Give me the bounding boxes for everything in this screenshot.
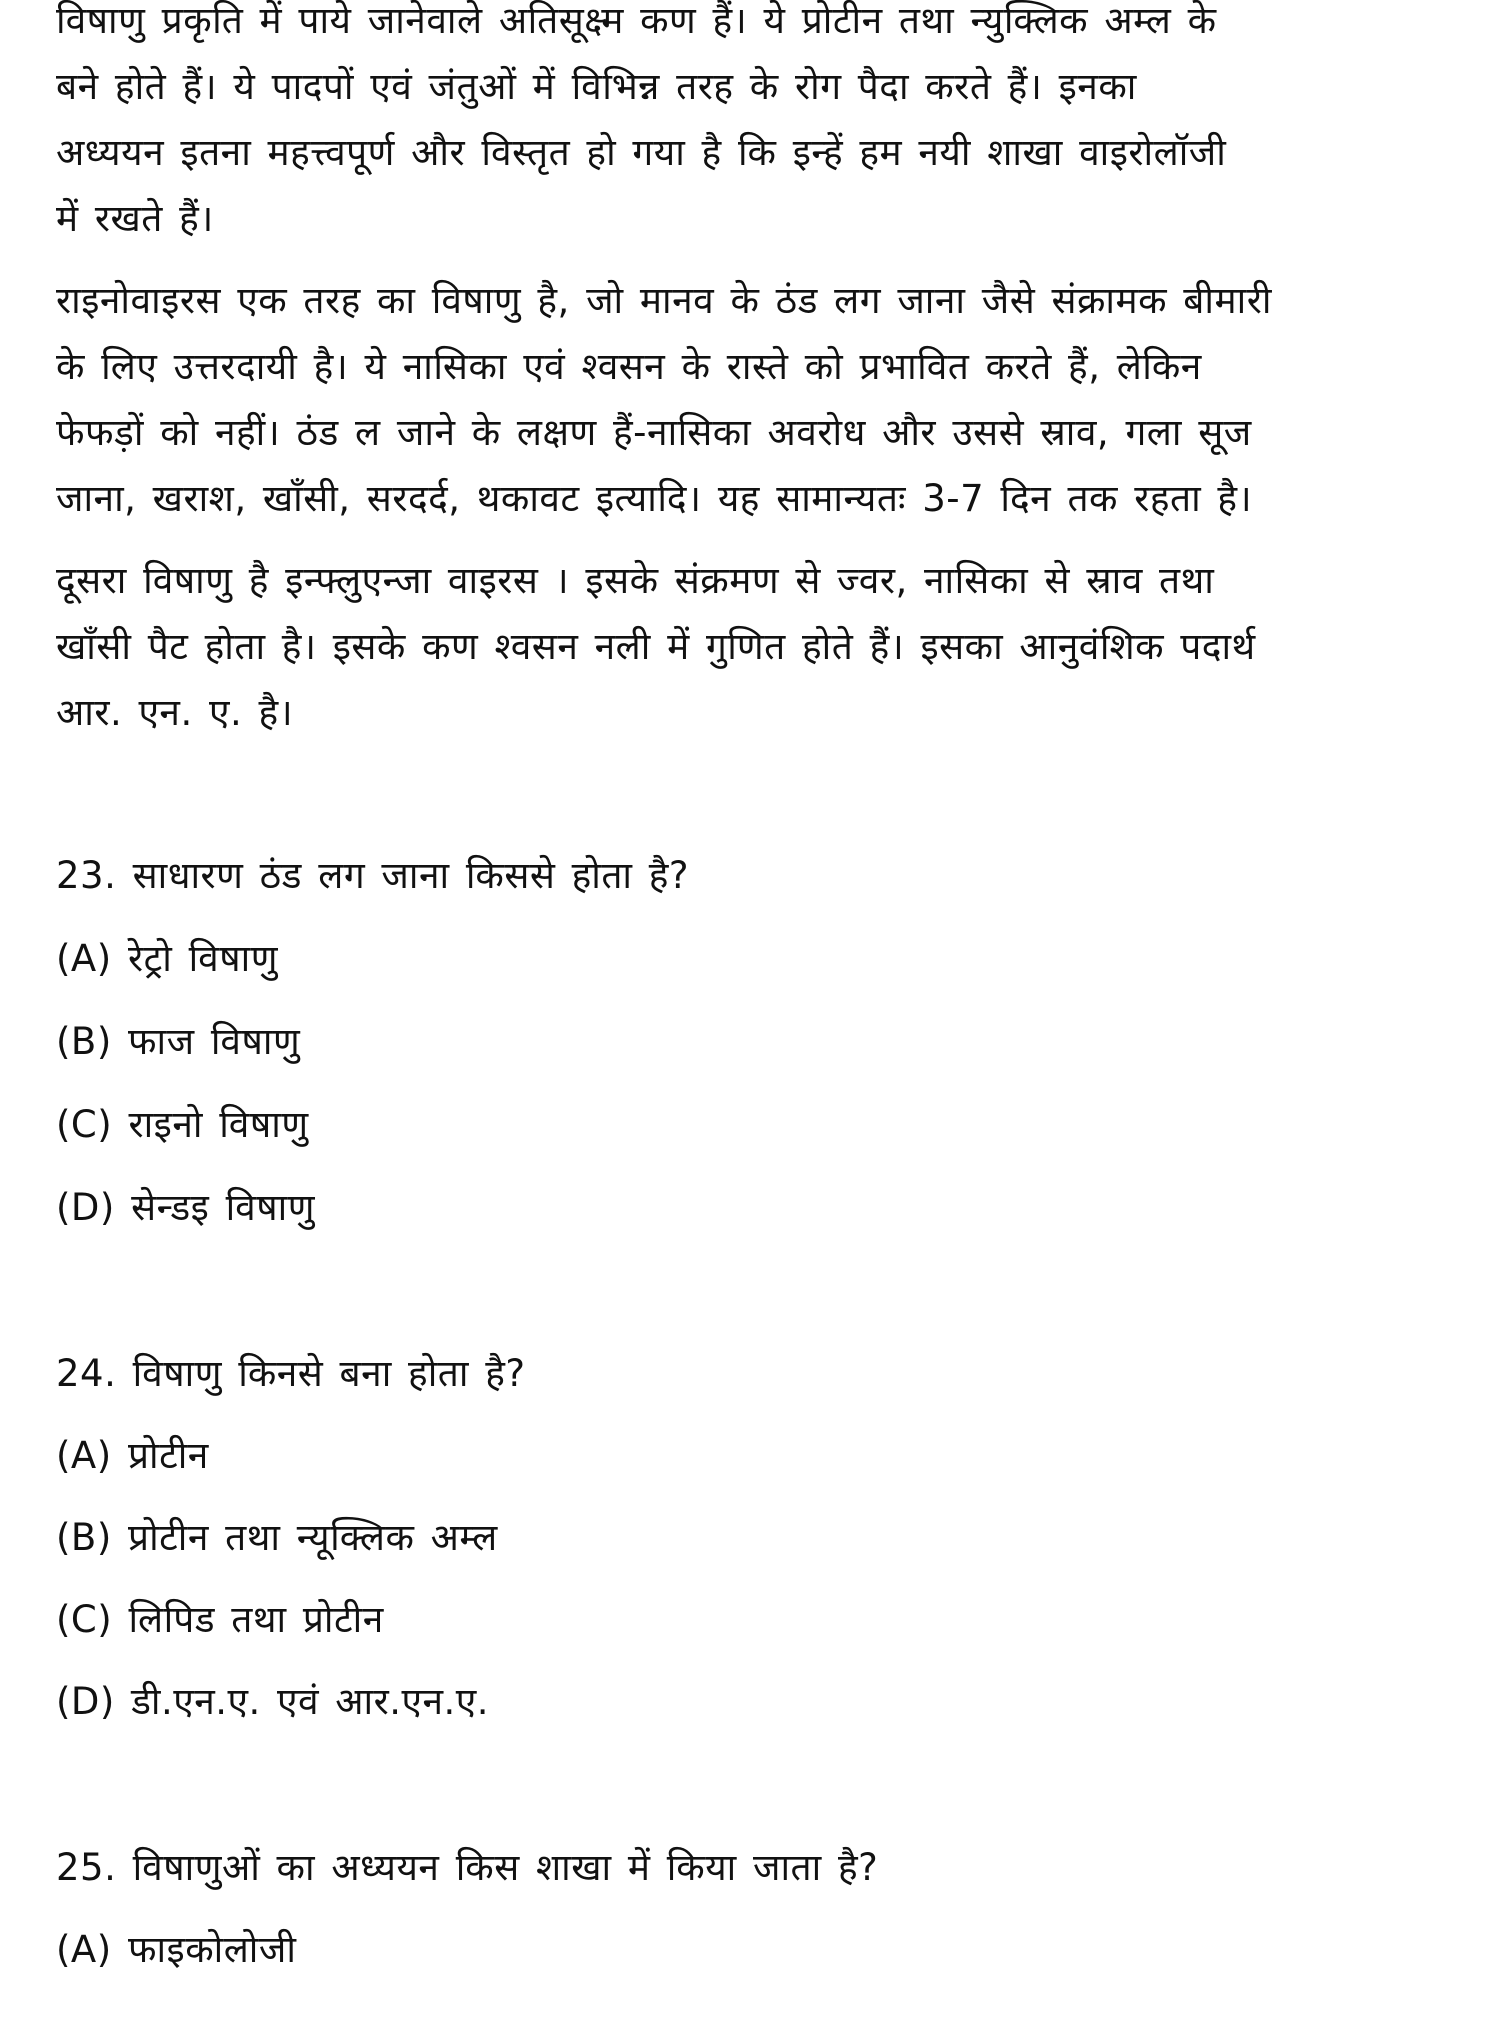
passage-line: जाना, खराश, खाँसी, सरदर्द, थकावट इत्यादि। यह सामान्यतः 3-7 दिन तक रहता है।: [56, 477, 1253, 520]
question-24-option-a: (A) प्रोटीन: [56, 1434, 209, 1477]
document-page: [56, 0, 1456, 2034]
passage-line: आर. एन. ए. है।: [56, 691, 294, 734]
question-23-option-a: (A) रेट्रो विषाणु: [56, 937, 278, 980]
passage-line: में रखते हैं।: [56, 197, 214, 240]
passage-line: फेफड़ों को नहीं। ठंड ल जाने के लक्षण हैं-नासिका अवरोध और उससे स्राव, गला सूज: [56, 411, 1252, 454]
question-24-option-d: (D) डी.एन.ए. एवं आर.एन.ए.: [56, 1680, 489, 1723]
passage-line: दूसरा विषाणु है इन्फ्लुएन्जा वाइरस । इसके संक्रमण से ज्वर, नासिका से स्राव तथा: [56, 559, 1215, 602]
passage-line: अध्ययन इतना महत्त्वपूर्ण और विस्तृत हो गया है कि इन्हें हम नयी शाखा वाइरोलॉजी: [56, 131, 1227, 174]
passage-line: राइनोवाइरस एक तरह का विषाणु है, जो मानव के ठंड लग जाना जैसे संक्रामक बीमारी: [56, 279, 1272, 322]
passage-paragraph-1: [56, 0, 1456, 252]
question-24-option-b: (B) प्रोटीन तथा न्यूक्लिक अम्ल: [56, 1516, 498, 1559]
passage-line: खाँसी पैट होता है। इसके कण श्वसन नली में गुणित होते हैं। इसका आनुवंशिक पदार्थ: [56, 625, 1256, 668]
passage-paragraph-2: [56, 268, 1456, 532]
question-23-option-b: (B) फाज विषाणु: [56, 1020, 301, 1063]
question-25-option-a: (A) फाइकोलोजी: [56, 1928, 297, 1971]
question-24-title: 24. विषाणु किनसे बना होता है?: [56, 1352, 526, 1395]
passage-line: बने होते हैं। ये पादपों एवं जंतुओं में विभिन्न तरह के रोग पैदा करते हैं। इनका: [56, 65, 1137, 108]
passage-line: के लिए उत्तरदायी है। ये नासिका एवं श्वसन के रास्ते को प्रभावित करते हैं, लेकिन: [56, 345, 1202, 388]
question-23-title: 23. साधारण ठंड लग जाना किससे होता है?: [56, 854, 690, 897]
question-25-title: 25. विषाणुओं का अध्ययन किस शाखा में किया जाता है?: [56, 1846, 879, 1889]
question-24-option-c: (C) लिपिड तथा प्रोटीन: [56, 1598, 384, 1641]
passage-paragraph-3: [56, 548, 1456, 746]
question-23-option-c: (C) राइनो विषाणु: [56, 1103, 309, 1146]
question-23-option-d: (D) सेन्डइ विषाणु: [56, 1186, 315, 1229]
passage-line: विषाणु प्रकृति में पाये जानेवाले अतिसूक्ष्म कण हैं। ये प्रोटीन तथा न्युक्लिक अम्ल के: [56, 0, 1217, 42]
